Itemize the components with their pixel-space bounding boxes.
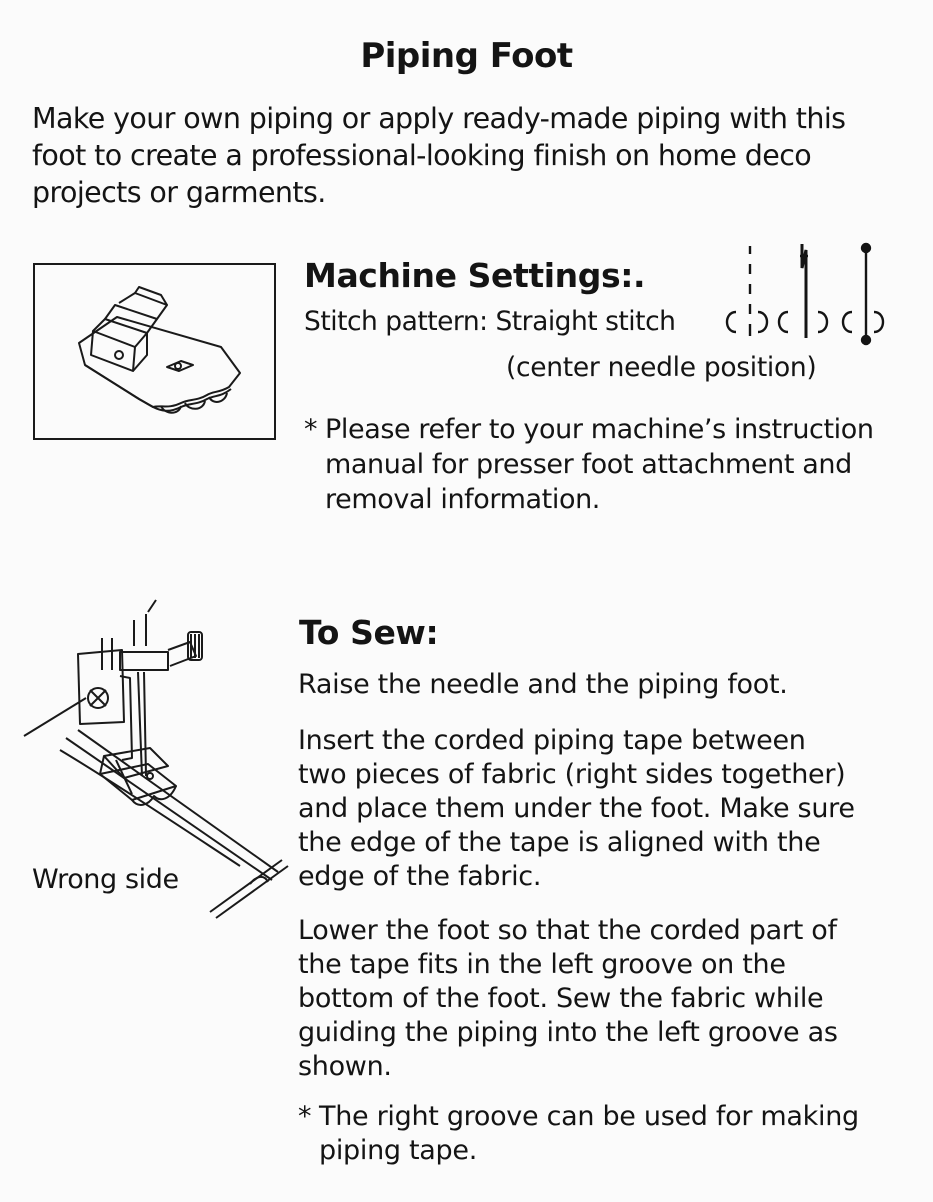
stitch-pattern-text: Stitch pattern: Straight stitch [304, 306, 676, 337]
note-asterisk: * [304, 414, 318, 445]
sew-step-insert [298, 724, 918, 894]
sew-step-line: guiding the piping into the left groove as [298, 1017, 838, 1048]
page-title: Piping Foot [360, 36, 573, 76]
sew-step-line: Raise the needle and the piping foot. [298, 669, 788, 700]
straight-stitch-left-needle-icon [727, 246, 767, 336]
sew-step-line: Lower the foot so that the corded part of [298, 915, 837, 946]
sew-step-line: edge of the fabric. [298, 861, 542, 892]
piping-foot-illustration [33, 263, 276, 440]
wrong-side-label: Wrong side [32, 864, 179, 895]
sew-step-raise [298, 668, 918, 702]
sew-step-line: the tape fits in the left groove on the [298, 949, 786, 980]
note-line: The right groove can be used for making [319, 1101, 859, 1132]
sew-step-line: bottom of the foot. Sew the fabric while [298, 983, 824, 1014]
note-line: Please refer to your machine’s instruction [325, 414, 874, 445]
sew-step-line: and place them under the foot. Make sure [298, 793, 855, 824]
note-asterisk: * [298, 1101, 312, 1132]
sew-step-line: two pieces of fabric (right sides together) [298, 759, 846, 790]
note-line: piping tape. [319, 1135, 477, 1166]
intro-paragraph [32, 100, 912, 211]
attachment-note [304, 412, 914, 517]
sew-step-line: Insert the corded piping tape between [298, 725, 806, 756]
straight-stitch-triple-icon [779, 244, 827, 338]
intro-line: foot to create a professional-looking finish on home deco [32, 139, 812, 172]
piping-foot-icon [35, 265, 274, 438]
to-sew-heading: To Sew: [299, 613, 439, 652]
needle-position-text: (center needle position) [506, 352, 817, 383]
machine-settings-heading: Machine Settings:. [304, 256, 646, 295]
intro-line: projects or garments. [32, 176, 326, 209]
intro-line: Make your own piping or apply ready-made piping with this [32, 102, 846, 135]
stitch-icons [714, 238, 894, 354]
note-line: manual for presser foot attachment and [325, 449, 852, 480]
note-line: removal information. [325, 484, 600, 515]
sew-step-line: shown. [298, 1051, 392, 1082]
sew-step-line: the edge of the tape is aligned with the [298, 827, 821, 858]
sew-step-lower [298, 914, 918, 1084]
straight-stitch-center-needle-icon [843, 244, 883, 344]
groove-note [298, 1100, 918, 1168]
